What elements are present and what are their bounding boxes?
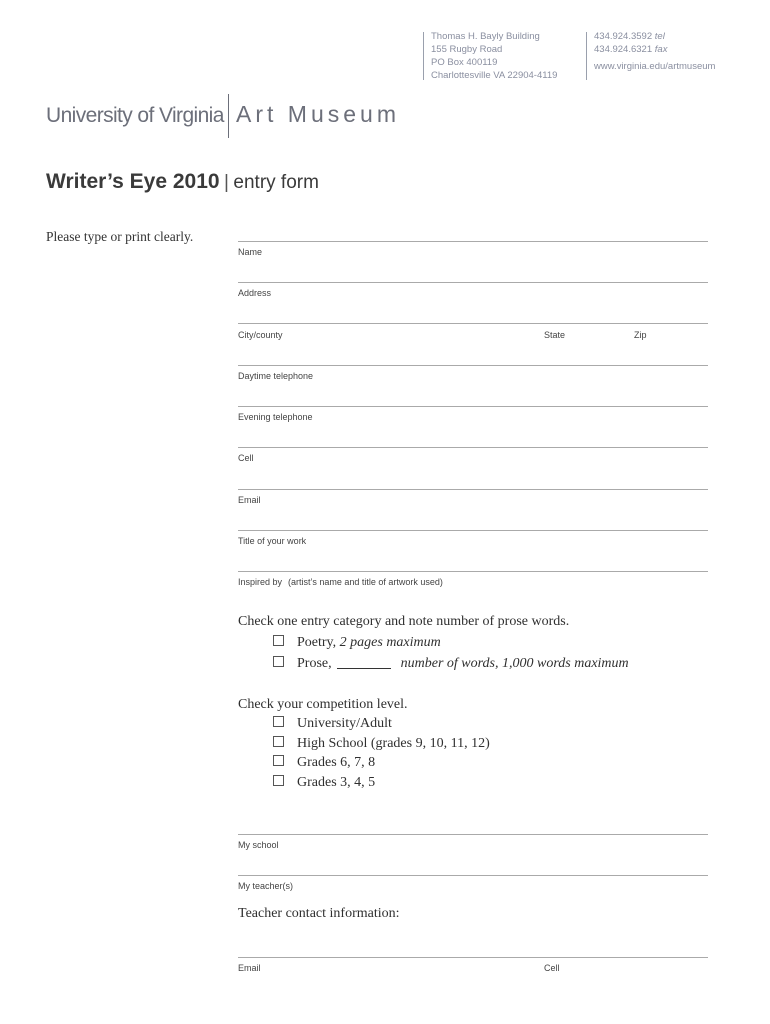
fax-number: 434.924.6321 <box>594 44 653 55</box>
logo-divider <box>228 94 229 138</box>
address-line: Charlottesville VA 22904-4119 <box>431 70 558 81</box>
level-checkbox[interactable] <box>273 775 284 786</box>
teacher-contact-field[interactable] <box>238 957 708 958</box>
title-of-work-label: Title of your work <box>238 536 307 546</box>
level-label: University/Adult <box>297 716 392 731</box>
title-bold: Writer’s Eye 2010 <box>46 170 220 193</box>
inspired-by-field[interactable] <box>238 571 708 572</box>
phone-line <box>594 30 715 43</box>
name-label: Name <box>238 247 263 257</box>
poetry-label: Poetry, <box>297 635 337 650</box>
fax-label: fax <box>654 44 668 55</box>
phone-number: 434.924.3592 <box>594 31 653 42</box>
fax-line <box>594 43 715 56</box>
teacher-email-label: Email <box>238 963 261 973</box>
level-label: Grades 3, 4, 5 <box>297 775 376 790</box>
level-option <box>273 755 375 771</box>
daytime-phone-label: Daytime telephone <box>238 371 314 381</box>
my-teachers-field[interactable] <box>238 875 708 876</box>
level-label: High School (grades 9, 10, 11, 12) <box>297 736 490 751</box>
header-divider-right <box>586 32 587 80</box>
prose-checkbox[interactable] <box>273 656 284 667</box>
address-line: Thomas H. Bayly Building <box>431 31 540 42</box>
city-state-zip-field[interactable] <box>238 323 708 324</box>
my-teachers-label: My teacher(s) <box>238 881 294 891</box>
my-school-label: My school <box>238 840 279 850</box>
level-checkbox[interactable] <box>273 755 284 766</box>
museum-address <box>431 30 557 82</box>
name-field[interactable] <box>238 241 708 242</box>
logo-university: University of Virginia <box>46 104 224 127</box>
teacher-contact-heading: Teacher contact information: <box>238 906 400 921</box>
email-field[interactable] <box>238 489 708 490</box>
museum-contact <box>594 30 715 73</box>
my-school-field[interactable] <box>238 834 708 835</box>
prose-word-count-field[interactable] <box>337 656 391 669</box>
title-separator: | <box>224 172 229 193</box>
teacher-cell-label: Cell <box>544 963 560 973</box>
evening-phone-field[interactable] <box>238 406 708 407</box>
title-of-work-field[interactable] <box>238 530 708 531</box>
logo-museum: Art Museum <box>236 101 400 127</box>
level-label: Grades 6, 7, 8 <box>297 755 376 770</box>
daytime-phone-field[interactable] <box>238 365 708 366</box>
poetry-note: 2 pages maximum <box>339 635 441 650</box>
header-divider-left <box>423 32 424 80</box>
address-line: 155 Rugby Road <box>431 44 503 55</box>
level-option <box>273 736 490 752</box>
poetry-checkbox[interactable] <box>273 635 284 646</box>
competition-heading: Check your competition level. <box>238 697 408 712</box>
cell-label: Cell <box>238 453 254 463</box>
level-option <box>273 716 392 732</box>
inspired-by-label: Inspired by <box>238 577 283 587</box>
entry-category-heading: Check one entry category and note number of prose words. <box>238 614 570 629</box>
city-label: City/county <box>238 330 283 340</box>
phone-label: tel <box>654 31 665 42</box>
zip-label: Zip <box>634 330 647 340</box>
prose-note: number of words, 1,000 words maximum <box>400 656 629 671</box>
address-line: PO Box 400119 <box>431 57 498 68</box>
level-checkbox[interactable] <box>273 716 284 727</box>
evening-phone-label: Evening telephone <box>238 412 313 422</box>
email-label: Email <box>238 495 261 505</box>
instruction-text: Please type or print clearly. <box>46 229 194 244</box>
prose-label: Prose, <box>297 656 332 671</box>
state-label: State <box>544 330 566 340</box>
prose-option <box>273 656 629 672</box>
page-title <box>46 170 319 194</box>
title-regular: entry form <box>233 172 319 193</box>
cell-field[interactable] <box>238 447 708 448</box>
level-option <box>273 775 375 791</box>
address-label: Address <box>238 288 272 298</box>
poetry-option <box>273 635 441 651</box>
address-field[interactable] <box>238 282 708 283</box>
inspired-by-hint: (artist’s name and title of artwork used) <box>288 577 443 587</box>
website-link[interactable]: www.virginia.edu/artmuseum <box>594 61 716 72</box>
level-checkbox[interactable] <box>273 736 284 747</box>
